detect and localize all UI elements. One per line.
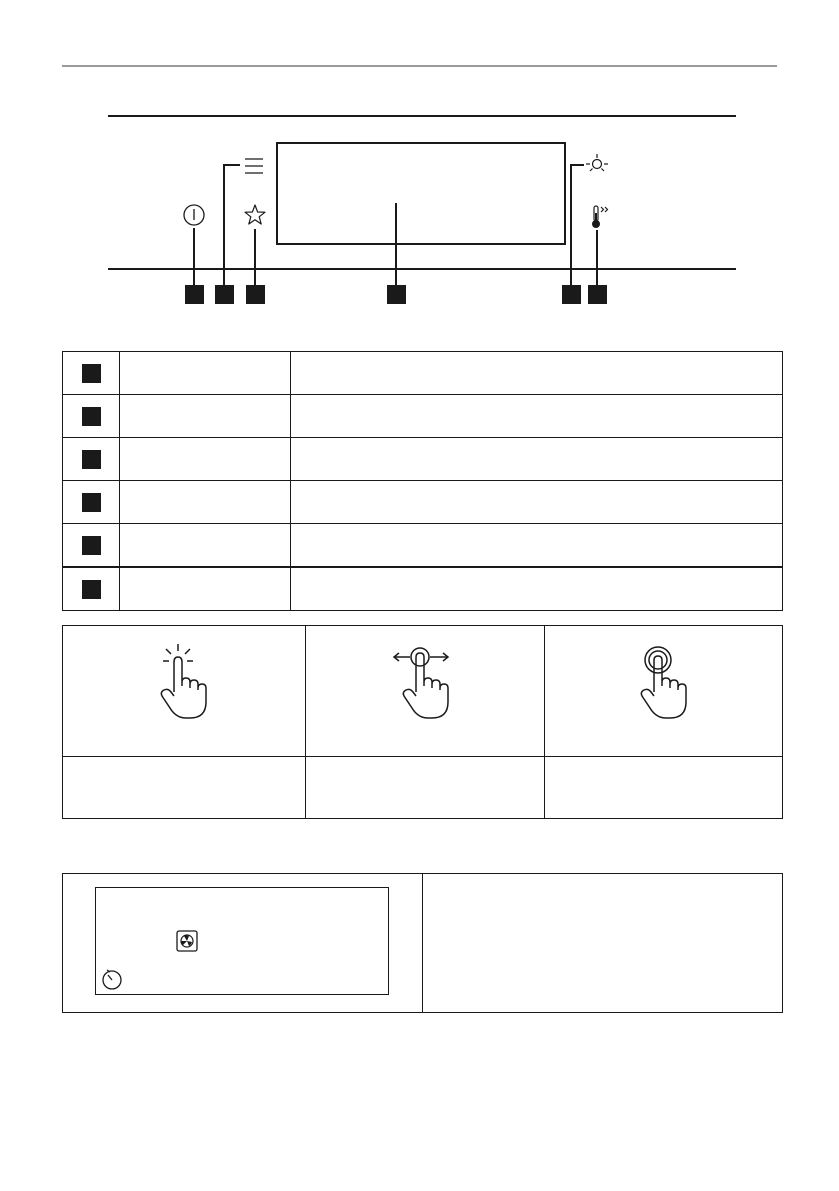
comment-cell	[291, 395, 783, 438]
thermometer-icon[interactable]	[590, 205, 612, 231]
marker-4	[387, 285, 406, 304]
function-cell	[120, 524, 291, 568]
marker-5	[562, 285, 581, 304]
panel-bottom-edge	[108, 268, 736, 270]
marker-1	[185, 285, 204, 304]
display-example-cell	[63, 874, 423, 1013]
row-marker	[82, 364, 101, 383]
star-icon[interactable]	[243, 203, 267, 227]
function-cell	[120, 481, 291, 524]
comment-cell	[291, 352, 783, 395]
row-marker	[82, 450, 101, 469]
leader-line	[596, 230, 598, 285]
row-marker	[82, 493, 101, 512]
marker-2	[215, 285, 234, 304]
display-screen[interactable]	[276, 142, 566, 245]
gesture-caption	[63, 757, 306, 819]
comment-cell	[291, 567, 783, 611]
row-marker	[82, 580, 101, 599]
table-row	[63, 567, 783, 611]
swipe-icon	[390, 642, 460, 722]
function-cell	[120, 395, 291, 438]
fan-heating-icon	[176, 930, 198, 952]
gestures-table	[62, 625, 783, 819]
comment-cell	[291, 481, 783, 524]
leader-line	[223, 164, 240, 166]
leader-line	[254, 229, 256, 285]
table-row	[63, 524, 783, 568]
function-cell	[120, 352, 291, 395]
function-cell	[120, 567, 291, 611]
timer-icon	[101, 968, 123, 990]
comment-cell	[291, 524, 783, 568]
display-example-screen	[95, 887, 389, 995]
table-row	[63, 352, 783, 395]
legend-table	[62, 351, 783, 611]
table-row	[63, 481, 783, 524]
function-cell	[120, 438, 291, 481]
leader-line	[570, 164, 572, 285]
gesture-caption	[545, 757, 783, 819]
gesture-cell	[545, 626, 783, 757]
row-marker	[82, 407, 101, 426]
row-marker	[82, 536, 101, 555]
gesture-cell	[63, 626, 306, 757]
table-row	[63, 395, 783, 438]
power-icon[interactable]	[182, 203, 206, 227]
display-example-table	[62, 873, 783, 1013]
gesture-cell	[306, 626, 545, 757]
leader-line	[395, 203, 397, 285]
lamp-icon[interactable]	[586, 153, 608, 177]
gesture-caption	[306, 757, 545, 819]
tap-icon	[154, 642, 214, 722]
table-row	[63, 438, 783, 481]
menu-icon[interactable]	[244, 157, 264, 175]
leader-line	[193, 228, 195, 285]
display-example-description	[423, 874, 783, 1013]
header-rule	[62, 65, 777, 67]
press-hold-icon	[634, 642, 694, 722]
leader-line	[223, 164, 225, 285]
comment-cell	[291, 438, 783, 481]
panel-top-edge	[108, 115, 736, 117]
marker-3	[246, 285, 265, 304]
marker-6	[588, 285, 607, 304]
leader-line	[570, 164, 584, 166]
